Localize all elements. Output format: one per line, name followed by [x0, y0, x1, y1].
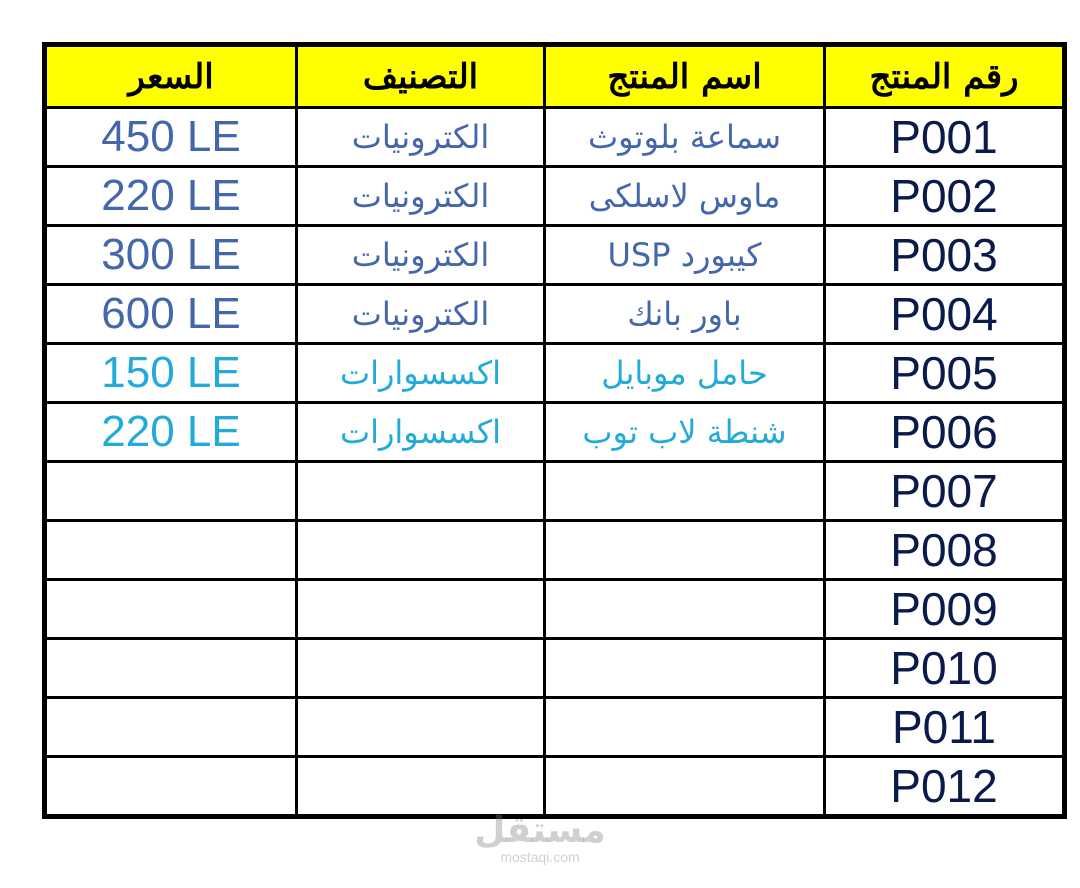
product-name-cell: سماعة بلوتوث [545, 108, 825, 167]
category-cell [297, 521, 545, 580]
category-cell: الكترونيات [297, 226, 545, 285]
price-cell: 220 LE [45, 403, 297, 462]
product-id-cell: P008 [825, 521, 1065, 580]
price-cell: 300 LE [45, 226, 297, 285]
price-cell [45, 580, 297, 639]
header-price: السعر [45, 45, 297, 108]
table-row [45, 403, 1065, 462]
price-cell [45, 757, 297, 817]
table-row [45, 521, 1065, 580]
product-id-cell: P003 [825, 226, 1065, 285]
table-row [45, 108, 1065, 167]
table-row [45, 757, 1065, 817]
product-id-cell: P012 [825, 757, 1065, 817]
product-id-cell: P006 [825, 403, 1065, 462]
product-name-cell: كيبورد USP [545, 226, 825, 285]
category-cell: اكسسوارات [297, 403, 545, 462]
product-id-cell: P002 [825, 167, 1065, 226]
product-name-cell [545, 639, 825, 698]
category-cell [297, 698, 545, 757]
product-id-cell: P011 [825, 698, 1065, 757]
price-cell: 600 LE [45, 285, 297, 344]
price-cell [45, 698, 297, 757]
product-name-cell: شنطة لاب توب [545, 403, 825, 462]
table-row [45, 344, 1065, 403]
product-name-cell [545, 580, 825, 639]
category-cell: الكترونيات [297, 108, 545, 167]
category-cell [297, 757, 545, 817]
table-row [45, 285, 1065, 344]
category-cell: الكترونيات [297, 167, 545, 226]
table-row [45, 698, 1065, 757]
product-name-cell: حامل موبايل [545, 344, 825, 403]
watermark-arabic: مستقل [474, 810, 606, 851]
header-row [45, 45, 1065, 108]
price-cell: 450 LE [45, 108, 297, 167]
product-id-cell: P001 [825, 108, 1065, 167]
price-cell: 220 LE [45, 167, 297, 226]
products-sheet [42, 42, 1066, 852]
category-cell: الكترونيات [297, 285, 545, 344]
header-product-name: اسم المنتج [545, 45, 825, 108]
product-id-cell: P010 [825, 639, 1065, 698]
product-name-cell [545, 698, 825, 757]
price-cell: 150 LE [45, 344, 297, 403]
watermark-latin: mostaqi.com [500, 849, 580, 865]
table-row [45, 462, 1065, 521]
product-name-cell [545, 757, 825, 817]
product-name-cell: ماوس لاسلكى [545, 167, 825, 226]
table-row [45, 580, 1065, 639]
product-name-cell: باور بانك [545, 285, 825, 344]
table-row [45, 226, 1065, 285]
category-cell: اكسسوارات [297, 344, 545, 403]
products-table [42, 42, 1067, 819]
category-cell [297, 639, 545, 698]
product-id-cell: P009 [825, 580, 1065, 639]
product-id-cell: P004 [825, 285, 1065, 344]
header-category: التصنيف [297, 45, 545, 108]
header-product-id: رقم المنتج [825, 45, 1065, 108]
table-row [45, 167, 1065, 226]
product-id-cell: P007 [825, 462, 1065, 521]
price-cell [45, 462, 297, 521]
category-cell [297, 462, 545, 521]
product-name-cell [545, 521, 825, 580]
table-row [45, 639, 1065, 698]
price-cell [45, 639, 297, 698]
price-cell [45, 521, 297, 580]
category-cell [297, 580, 545, 639]
product-id-cell: P005 [825, 344, 1065, 403]
product-name-cell [545, 462, 825, 521]
